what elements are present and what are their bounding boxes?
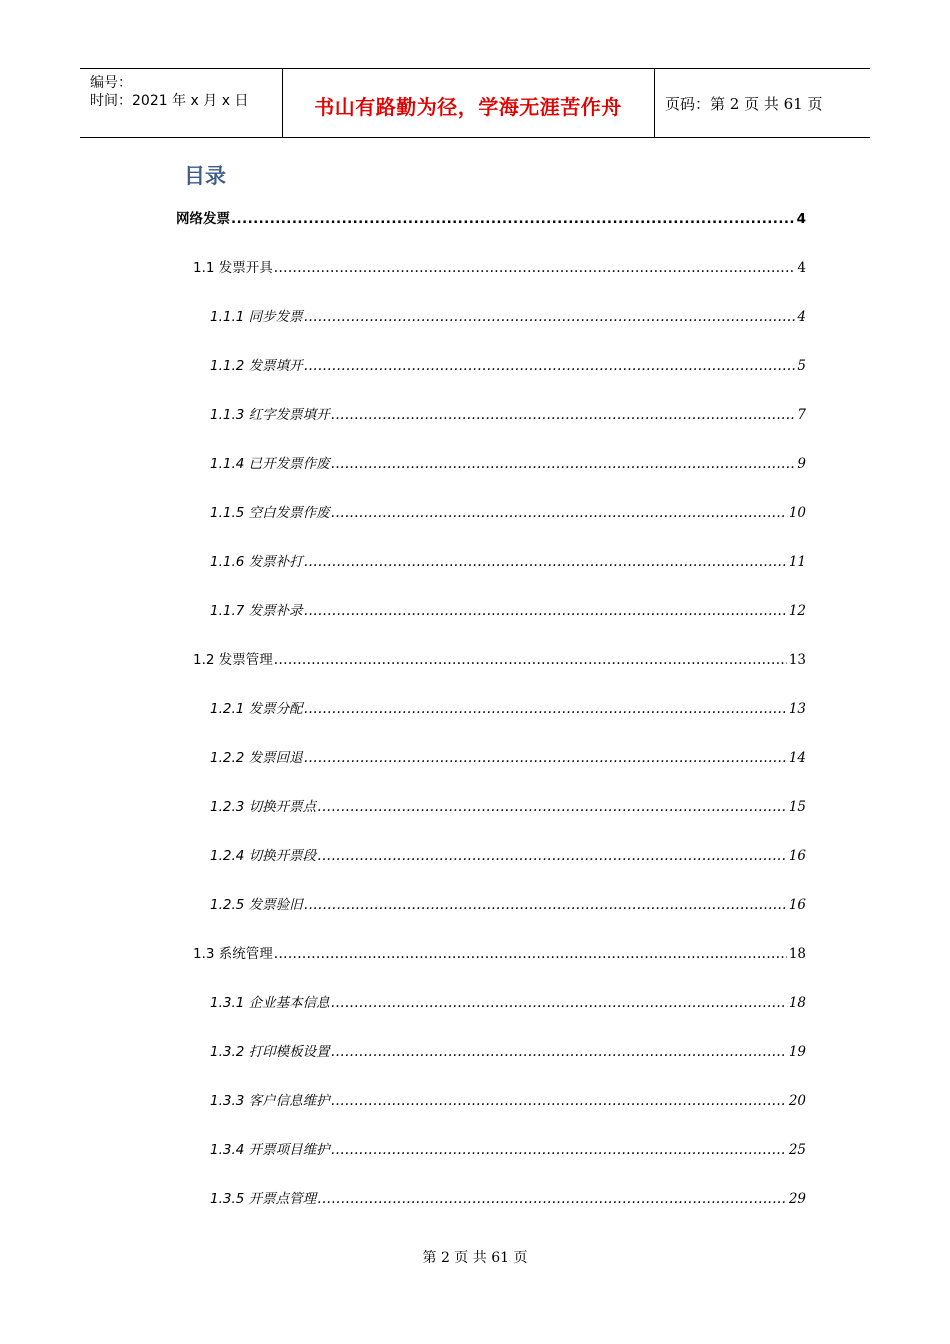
- toc-leader-dots: [317, 848, 787, 864]
- toc-leader-dots: [331, 1142, 787, 1158]
- toc-entry-number: 1.1.5: [210, 505, 249, 521]
- header-center-cell: [282, 69, 655, 137]
- toc-entry-page: 16: [788, 897, 806, 913]
- toc-leader-dots: [304, 603, 787, 619]
- toc-leader-dots: [331, 456, 796, 472]
- toc-leader-dots: [331, 505, 787, 521]
- toc-entry-number: 1.1.6: [210, 554, 249, 570]
- toc-entry-title: 系统管理: [218, 946, 273, 962]
- toc-entry-number: 1.2.4: [210, 848, 249, 864]
- toc-entry-title: 发票补录: [248, 603, 303, 619]
- toc-entry-title: 发票管理: [218, 652, 273, 668]
- toc-leader-dots: [274, 946, 787, 962]
- toc-entry-page: 20: [788, 1093, 806, 1109]
- toc-entry-title: 网络发票: [176, 211, 230, 227]
- toc-entry-page: 4: [797, 309, 806, 325]
- toc-leader-dots: [331, 1093, 787, 1109]
- toc-entry-page: 11: [788, 554, 806, 570]
- toc-entry-title: 切换开票段: [248, 848, 317, 864]
- toc-entry-page: 10: [788, 505, 806, 521]
- toc-entry-title: 发票分配: [248, 701, 303, 717]
- toc-leader-dots: [331, 407, 796, 423]
- date-label: 时间：2021 年 x 月 x 日: [90, 93, 249, 109]
- toc-entry-title: 开票项目维护: [248, 1142, 330, 1158]
- toc-entry-number: 1.2.3: [210, 799, 249, 815]
- toc-entry-title: 发票补打: [248, 554, 303, 570]
- toc-leader-dots: [331, 1044, 787, 1060]
- toc-entry[interactable]: [210, 1138, 806, 1158]
- toc-entry-page: 5: [797, 358, 806, 374]
- toc-entry-title: 发票填开: [248, 358, 303, 374]
- toc-entry[interactable]: [193, 256, 806, 276]
- toc-entry-number: 1.3.5: [210, 1191, 249, 1207]
- toc-entry[interactable]: [210, 599, 806, 619]
- toc-entry-page: 4: [797, 260, 806, 276]
- toc-entry-page: 25: [788, 1142, 806, 1158]
- toc-entry[interactable]: [210, 550, 806, 570]
- toc-entry[interactable]: [176, 207, 806, 227]
- motto: 书山有路勤为径，学海无涯苦作舟: [314, 95, 622, 119]
- toc-entry[interactable]: [210, 697, 806, 717]
- toc-leader-dots: [317, 1191, 787, 1207]
- toc-entry-page: 4: [796, 211, 806, 227]
- toc-entry-number: 1.3.2: [210, 1044, 249, 1060]
- toc-entry-title: 企业基本信息: [248, 995, 330, 1011]
- toc-entry-number: 1.1.1: [210, 309, 249, 325]
- toc-entry[interactable]: [210, 893, 806, 913]
- toc-entry-page: 13: [788, 652, 806, 668]
- toc-entry-page: 18: [788, 995, 806, 1011]
- toc-entry-page: 9: [797, 456, 806, 472]
- toc-entry[interactable]: [210, 403, 806, 423]
- toc-entry-title: 打印模板设置: [248, 1044, 330, 1060]
- toc-entry-page: 18: [788, 946, 806, 962]
- toc-entry-number: 1.3.4: [210, 1142, 249, 1158]
- toc-entry-number: 1.1.4: [210, 456, 249, 472]
- toc-leader-dots: [274, 652, 787, 668]
- toc-entry-title: 发票开具: [218, 260, 273, 276]
- toc-entry[interactable]: [210, 501, 806, 521]
- toc-leader-dots: [304, 701, 787, 717]
- header-table: [80, 68, 870, 138]
- toc-entry-page: 15: [788, 799, 806, 815]
- toc-entry-number: 1.1: [193, 260, 219, 276]
- toc-entry-number: 1.1.7: [210, 603, 249, 619]
- toc-entry-number: 1.2.5: [210, 897, 249, 913]
- toc-entry[interactable]: [210, 844, 806, 864]
- toc-entry-number: 1.2.2: [210, 750, 249, 766]
- toc-entry[interactable]: [210, 305, 806, 325]
- toc-entry-title: 客户信息维护: [248, 1093, 330, 1109]
- toc-entry-number: 1.1.3: [210, 407, 249, 423]
- toc-entry[interactable]: [193, 648, 806, 668]
- page-footer: 第 2 页 共 61 页: [422, 1250, 528, 1266]
- toc-leader-dots: [331, 995, 787, 1011]
- toc-leader-dots: [304, 358, 796, 374]
- toc-entry[interactable]: [210, 991, 806, 1011]
- toc-leader-dots: [231, 211, 795, 227]
- toc-entry-page: 16: [788, 848, 806, 864]
- toc-entry[interactable]: [210, 1187, 806, 1207]
- toc-entry-title: 切换开票点: [248, 799, 317, 815]
- toc-entry-page: 7: [797, 407, 806, 423]
- toc-entry-page: 13: [788, 701, 806, 717]
- toc-leader-dots: [274, 260, 796, 276]
- serial-label: 编号：: [90, 75, 132, 91]
- toc-entry-number: 1.2: [193, 652, 219, 668]
- toc-entry[interactable]: [210, 452, 806, 472]
- toc-leader-dots: [304, 750, 787, 766]
- toc-entry[interactable]: [210, 1040, 806, 1060]
- page-info: 页码：第 2 页 共 61 页: [665, 95, 823, 113]
- header-left-cell: [80, 69, 283, 137]
- toc-entry[interactable]: [210, 1089, 806, 1109]
- toc-leader-dots: [304, 309, 796, 325]
- toc-entry[interactable]: [193, 942, 806, 962]
- toc-entry-number: 1.2.1: [210, 701, 249, 717]
- toc-entry-title: 空白发票作废: [248, 505, 330, 521]
- toc-leader-dots: [304, 554, 787, 570]
- toc-entry-page: 14: [788, 750, 806, 766]
- toc-entry-title: 发票验旧: [248, 897, 303, 913]
- toc-entry-page: 29: [788, 1191, 806, 1207]
- toc-entry-title: 已开发票作废: [248, 456, 330, 472]
- toc-entry-number: 1.1.2: [210, 358, 249, 374]
- toc-leader-dots: [317, 799, 787, 815]
- toc-title: 目录: [184, 164, 226, 188]
- toc-entry-title: 发票回退: [248, 750, 303, 766]
- toc-entry-page: 12: [788, 603, 806, 619]
- toc-entry[interactable]: [210, 746, 806, 766]
- toc-entry-title: 同步发票: [248, 309, 303, 325]
- toc-entry-title: 开票点管理: [248, 1191, 317, 1207]
- toc-entry[interactable]: [210, 795, 806, 815]
- toc-entry-page: 19: [788, 1044, 806, 1060]
- toc-entry[interactable]: [210, 354, 806, 374]
- toc-entry-number: 1.3.3: [210, 1093, 249, 1109]
- header-right-cell: [655, 69, 870, 137]
- toc-entry-number: 1.3: [193, 946, 219, 962]
- toc-leader-dots: [304, 897, 787, 913]
- toc-entry-title: 红字发票填开: [248, 407, 330, 423]
- toc-entry-number: 1.3.1: [210, 995, 249, 1011]
